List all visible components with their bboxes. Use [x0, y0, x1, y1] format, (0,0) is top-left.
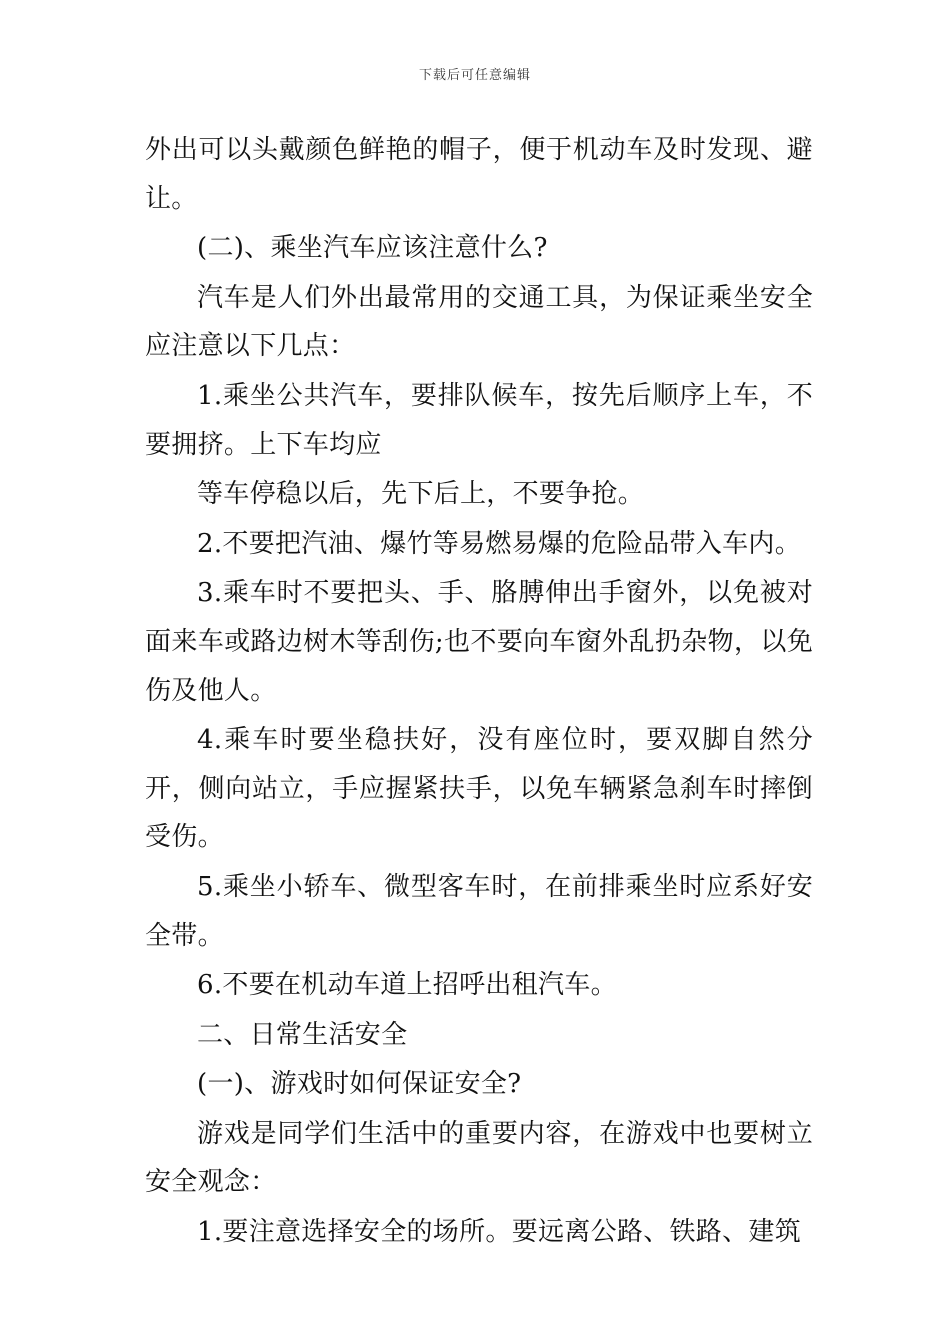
list-item: 3.乘车时不要把头、手、胳膊伸出手窗外，以免被对面来车或路边树木等刮伤;也不要向车窗外乱扔杂物，以免伤及他人。 [145, 578, 813, 706]
list-item: 4.乘车时要坐稳扶好，没有座位时，要双脚自然分开，侧向站立，手应握紧扶手，以免车辆紧急刹车时摔倒受伤。 [145, 725, 813, 853]
paragraph: 等车停稳以后，先下后上，不要争抢。 [197, 479, 645, 510]
list-item: 5.乘坐小轿车、微型客车时，在前排乘坐时应系好安全带。 [145, 871, 813, 951]
list-item: 2.不要把汽油、爆竹等易燃易爆的危险品带入车内。 [197, 528, 802, 559]
list-item: 1.要注意选择安全的场所。要远离公路、铁路、建筑 [197, 1217, 802, 1248]
page-header-note: 下载后可任意编辑 [418, 68, 531, 83]
list-item: 6.不要在机动车道上招呼出租汽车。 [197, 970, 617, 1001]
section-heading: 二、日常生活安全 [197, 1019, 408, 1050]
paragraph: 汽车是人们外出最常用的交通工具，为保证乘坐安全应注意以下几点： [145, 282, 813, 362]
paragraph: 外出可以头戴颜色鲜艳的帽子，便于机动车及时发现、避让。 [145, 135, 813, 214]
list-item: 1.乘坐公共汽车，要排队候车，按先后顺序上车，不要拥挤。上下车均应 [145, 380, 813, 460]
section-heading: (一)、游戏时如何保证安全? [197, 1069, 522, 1100]
paragraph: 游戏是同学们生活中的重要内容，在游戏中也要树立安全观念： [145, 1118, 813, 1198]
section-heading: (二)、乘坐汽车应该注意什么? [197, 233, 548, 264]
document-body [145, 126, 813, 1258]
